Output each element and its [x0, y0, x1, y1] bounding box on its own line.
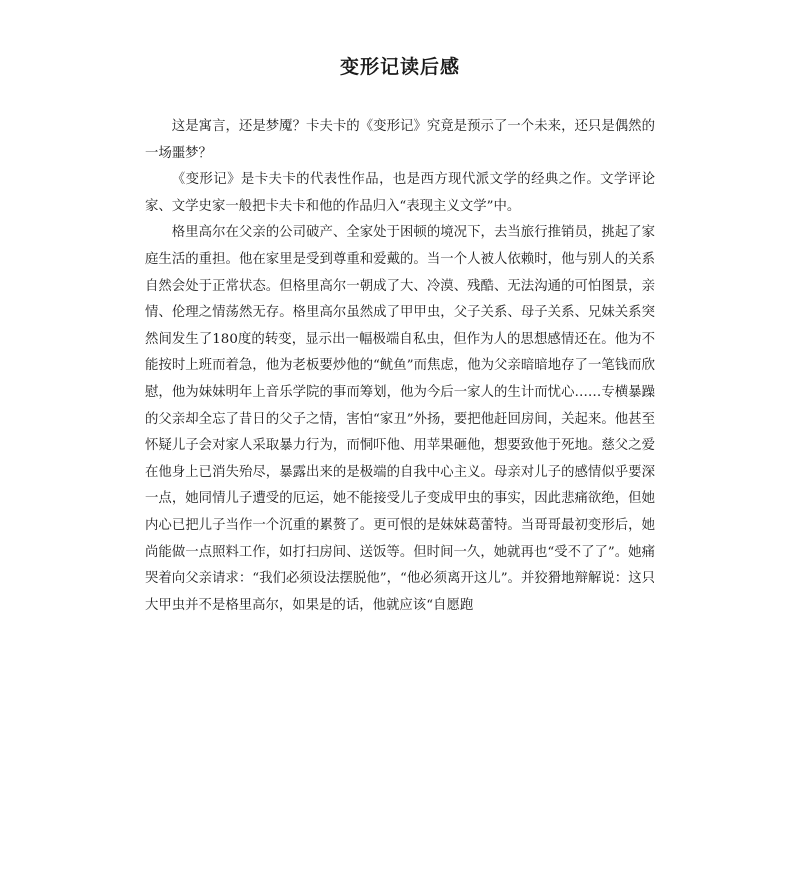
paragraph-3: 格里高尔在父亲的公司破产、全家处于困顿的境况下，去当旅行推销员，挑起了家庭生活的重担。他在家里是受到尊重和爱戴的。当一个人被人依赖时，他与别人的关系自然会处于正常状态。但格里高尔一朝成了大、冷漠、残酷、无法沟通的可怕图景，亲情、伦理之情荡然无存。格里高尔虽然成了甲甲虫，父子关系、母子关系、兄妹关系突然间发生了180度的转变，显示出一幅极端自私虫，但作为人的思想感情还在。他为不能按时上班而着急，他为老板要炒他的“鱿鱼”而焦虑，他为父亲暗暗地存了一笔钱而欣慰，他为妹妹明年上音乐学院的事而筹划，他为今后一家人的生计而忧心……专横暴躁的父亲却全忘了昔日的父子之情，害怕“家丑”外扬，要把他赶回房间，关起来。他甚至怀疑儿子会对家人采取暴力行为，而恫吓他、用苹果砸他，想要致他于死地。慈父之爱在他身上已消失殆尽，暴露出来的是极端的自我中心主义。母亲对儿子的感情似乎要深一点，她同情儿子遭受的厄运，她不能接受儿子变成甲虫的事实，因此悲痛欲绝，但她内心已把儿子当作一个沉重的累赘了。更可恨的是妹妹葛蕾特。当哥哥最初变形后，她尚能做一点照料工作，如打扫房间、送饭等。但时间一久，她就再也“受不了了”。她痛哭着向父亲请求：“我们必须设法摆脱他”，“他必须离开这儿”。并狡猾地辩解说：这只大甲虫并不是格里高尔，如果是的话，他就应该“自愿跑	[145, 225, 655, 613]
page-title: 变形记读后感	[339, 56, 460, 78]
paragraph-2: 《变形记》是卡夫卡的代表性作品，也是西方现代派文学的经典之作。文学评论家、文学史家一般把卡夫卡和他的作品归入“表现主义文学”中。	[145, 172, 655, 214]
document-body	[145, 114, 655, 619]
paragraph-1: 这是寓言，还是梦魇？卡夫卡的《变形记》究竟是预示了一个未来，还只是偶然的一场噩梦？	[145, 119, 655, 161]
